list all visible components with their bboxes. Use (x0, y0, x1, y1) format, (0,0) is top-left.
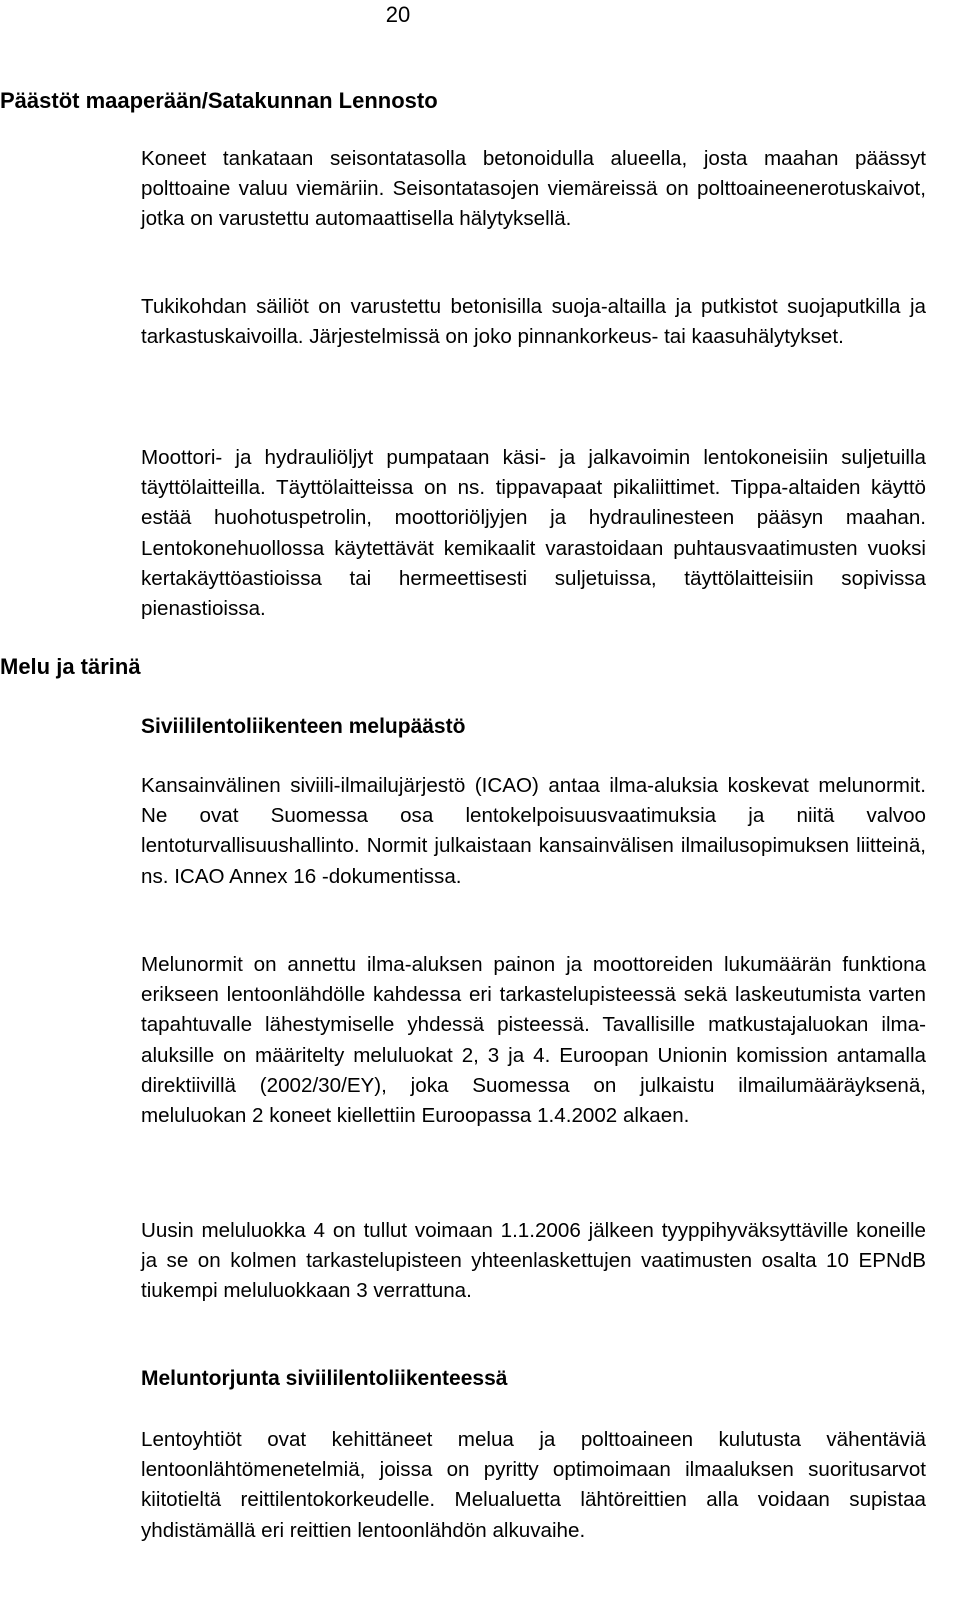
subheading-civil-aviation-noise: Siviililentoliikenteen melupäästö (141, 715, 466, 738)
paragraph-tanks: Tukikohdan säiliöt on varustettu betonisilla suoja-altailla ja putkistot suojaputkilla ja tarkastuskaivoilla. Järjestelmissä on joko pinnankorkeus- tai kaasuhälytykset. (141, 295, 926, 349)
page-number: 20 (385, 2, 411, 27)
subheading-noise-abatement: Meluntorjunta siviililentoliikenteessä (141, 1367, 508, 1390)
paragraph-noise-norms: Melunormit on annettu ilma-aluksen painon ja moottoreiden lukumäärän funktiona erikseen lentoonlähdölle kahdessa eri tarkastelupisteessä sekä laskeutumista varten tapahtuvalle lähestymiselle yhdessä pisteessä. Tavallisille matkustajaluokan ilma-aluksille on määritelty meluluokat 2, 3 ja 4. Euroopan Unionin komission antamalla direktiivillä (2002/30/EY), joka Suomessa on julkaistu ilmailumääräyksenä, meluluokan 2 koneet kiellettiin Euroopassa 1.4.2002 alkaen. (141, 953, 926, 1128)
paragraph-noise-class-4: Uusin meluluokka 4 on tullut voimaan 1.1.2006 jälkeen tyyppihyväksyttäville koneille ja se on kolmen tarkastelupisteen yhteenlaskettujen vaatimusten osalta 10 EPNdB tiukempi meluluokkaan 3 verrattuna. (141, 1219, 926, 1303)
section-heading-soil-emissions: Päästöt maaperään/Satakunnan Lennosto (0, 88, 438, 113)
paragraph-icao: Kansainvälinen siviili-ilmailujärjestö (ICAO) antaa ilma-aluksia koskevat melunormit. Ne ovat Suomessa osa lentokelpoisuusvaatimuksia ja niitä valvoo lentoturvallisuushallinto. Normit julkaistaan kansainvälisen ilmailusopimuksen liitteinä, ns. ICAO Annex 16 -dokumentissa. (141, 774, 926, 888)
section-heading-noise-vibration: Melu ja tärinä (0, 654, 141, 679)
paragraph-oils-chemicals: Moottori- ja hydrauliöljyt pumpataan käsi- ja jalkavoimin lentokoneisiin suljetuilla täyttölaitteilla. Täyttölaitteissa on ns. tippavapaat pikaliittimet. Tippa-altaiden käyttö estää huohotuspetrolin, moottoriöljyjen ja hydraulinesteen pääsyn maahan. Lentokonehuollossa käytettävät kemikaalit varastoidaan puhtausvaatimusten vuoksi kertakäyttöastioissa tai hermeettisesti suljetuissa, täyttölaitteisiin sopivissa pienastioissa. (141, 446, 926, 621)
paragraph-refueling: Koneet tankataan seisontatasolla betonoidulla alueella, josta maahan päässyt polttoaine valuu viemäriin. Seisontatasojen viemäreissä on polttoaineenerotuskaivot, jotka on varustettu automaattisella hälytyksellä. (141, 147, 926, 231)
paragraph-airlines: Lentoyhtiöt ovat kehittäneet melua ja polttoaineen kulutusta vähentäviä lentoonlähtömenetelmiä, joissa on pyritty optimoimaan ilmaaluksen suoritusarvot kiitotieltä reittilentokorkeudelle. Melualuetta lähtöreittien alla voidaan supistaa yhdistämällä eri reittien lentoonlähdön alkuvaihe. (141, 1428, 926, 1542)
